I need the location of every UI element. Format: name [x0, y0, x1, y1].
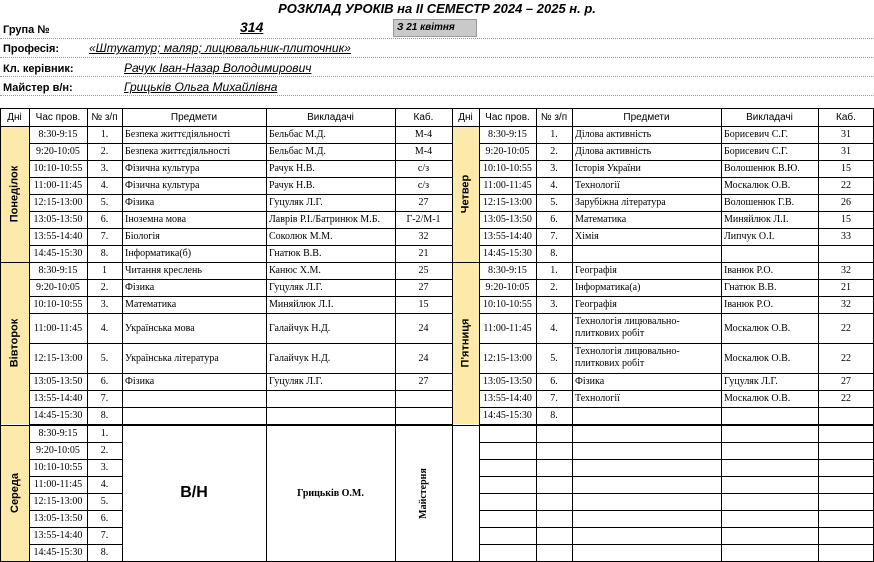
- room-cell: [818, 407, 874, 424]
- subject-cell: [572, 407, 721, 424]
- time-cell: 13:05-13:50: [33, 513, 83, 524]
- header-teachers: Викладачі: [746, 111, 793, 123]
- number-cell: 7.: [550, 231, 558, 242]
- room-cell: 24: [418, 352, 429, 364]
- time-cell: 9:20-10:05: [485, 146, 530, 157]
- teacher-cell: Канюс Х.М.: [269, 265, 321, 276]
- number-cell: 5.: [100, 197, 109, 208]
- workshop-subject: В/Н: [180, 484, 208, 501]
- room-cell: 22: [841, 322, 851, 334]
- time-cell: 10:10-10:55: [33, 462, 83, 473]
- number-cell: 5.: [550, 197, 558, 208]
- number-cell: 3.: [100, 462, 109, 473]
- room-cell: 25: [418, 265, 429, 276]
- time-cell: 11:00-11:45: [33, 180, 83, 191]
- time-cell: 12:15-13:00: [33, 197, 83, 208]
- room-cell: Г-2/М-1: [406, 214, 441, 225]
- header-days: Дні: [7, 111, 22, 123]
- number-cell: 6.: [550, 376, 558, 387]
- number-cell: 5.: [100, 496, 109, 507]
- room-cell: 32: [418, 231, 429, 242]
- time-cell: 9:20-10:05: [36, 445, 80, 456]
- teacher-cell: Гуцуляк Л.Г.: [269, 197, 323, 208]
- room-cell: 31: [841, 129, 851, 140]
- subject-cell: Математика: [125, 299, 177, 310]
- teacher-cell: Іванюк Р.О.: [724, 265, 774, 276]
- subject-cell: Математика: [575, 214, 627, 225]
- time-cell: 8:30-9:15: [488, 265, 527, 276]
- day-wednesday-text: Середа: [8, 473, 21, 513]
- number-cell: 3.: [550, 299, 558, 310]
- number-cell: 1.: [100, 129, 109, 140]
- room-cell: 15: [841, 214, 851, 225]
- teacher-cell: Бельбас М.Д.: [269, 146, 326, 157]
- header-time: Час пров.: [35, 111, 81, 123]
- subject-cell: Ділова активність: [575, 129, 652, 140]
- subject-cell: Українська мова: [125, 322, 195, 334]
- header-room: Каб.: [413, 111, 434, 123]
- number-cell: 2.: [100, 282, 109, 293]
- time-cell: 12:15-13:00: [483, 352, 532, 364]
- room-cell: [395, 407, 452, 424]
- subject-cell: [122, 390, 266, 407]
- time-cell: 13:05-13:50: [483, 376, 532, 387]
- teacher-cell: Миняйлюк Л.І.: [724, 214, 789, 225]
- room-cell: 21: [418, 248, 429, 259]
- number-cell: 1.: [550, 265, 558, 276]
- room-cell: 15: [418, 299, 429, 310]
- header-subjects: Предмети: [170, 111, 218, 123]
- room-cell: 31: [841, 146, 851, 157]
- teacher-cell: Галайчук Н.Д.: [269, 322, 331, 334]
- teacher-cell: Борисевич С.Г.: [724, 146, 789, 157]
- time-cell: 9:20-10:05: [485, 282, 530, 293]
- room-cell: [395, 390, 452, 407]
- subject-cell: Географія: [575, 299, 617, 310]
- header-teachers: Викладачі: [307, 111, 354, 123]
- number-cell: 2.: [550, 146, 558, 157]
- teacher-cell: Гнатюк В.В.: [269, 248, 322, 259]
- time-cell: 14:45-15:30: [483, 410, 532, 421]
- room-cell: 27: [418, 376, 429, 387]
- subject-cell: [572, 245, 721, 262]
- time-cell: 14:45-15:30: [33, 410, 83, 421]
- day-tuesday: [0, 262, 29, 424]
- teacher-cell: Гуцуляк Л.Г.: [269, 282, 323, 293]
- time-cell: 9:20-10:05: [36, 282, 80, 293]
- room-cell: 27: [841, 376, 851, 387]
- teacher-cell: [266, 407, 395, 424]
- subject-cell: Біологія: [125, 231, 160, 242]
- time-cell: 11:00-11:45: [33, 479, 83, 490]
- time-cell: 13:05-13:50: [33, 376, 83, 387]
- number-cell: 7.: [100, 231, 109, 242]
- teacher-cell: Бельбас М.Д.: [269, 129, 326, 140]
- subject-cell: Фізика: [125, 376, 155, 387]
- curator-label: Кл. керівник:: [3, 63, 74, 75]
- teacher-cell: Гуцуляк Л.Г.: [724, 376, 778, 387]
- room-cell: 22: [841, 352, 851, 364]
- room-cell: 27: [418, 282, 429, 293]
- time-cell: 11:00-11:45: [33, 322, 83, 334]
- master-value: Грицьків Ольга Михайлівна: [124, 80, 278, 94]
- day-monday-text: Понеділок: [8, 165, 21, 223]
- subject-cell: Українська література: [125, 352, 219, 364]
- teacher-cell: Рачук Н.В.: [269, 180, 315, 191]
- time-cell: 13:55-14:40: [33, 231, 83, 242]
- subject-cell: Фізична культура: [125, 163, 200, 174]
- group-label: Група №: [3, 24, 50, 36]
- page-title: РОЗКЛАД УРОКІВ на ІІ СЕМЕСТР 2024 – 2025 н. р.: [278, 1, 596, 16]
- number-cell: 8.: [100, 547, 109, 558]
- time-cell: 11:00-11:45: [483, 322, 532, 334]
- subject-cell: Технології: [575, 180, 620, 191]
- workshop-room-text: Майстерня: [417, 467, 429, 519]
- room-cell: 24: [418, 322, 429, 334]
- subject-cell: Фізична культура: [125, 180, 200, 191]
- room-cell: 22: [841, 393, 851, 404]
- time-cell: 14:45-15:30: [483, 248, 532, 259]
- teacher-cell: Рачук Н.В.: [269, 163, 315, 174]
- teacher-cell: Москалюк О.В.: [724, 393, 791, 404]
- master-label: Майстер в/н:: [3, 82, 73, 94]
- teacher-cell: [721, 245, 818, 262]
- subject-cell: Хімія: [575, 231, 599, 242]
- subject-cell: Читання креслень: [125, 265, 202, 276]
- profession-value: «Штукатур; маляр; лицювальник-плиточник»: [89, 41, 351, 55]
- time-cell: 10:10-10:55: [33, 299, 83, 310]
- time-cell: 13:55-14:40: [33, 530, 83, 541]
- header-number: № з/п: [540, 111, 568, 123]
- teacher-cell: [266, 390, 395, 407]
- teacher-cell: Миняйлюк Л.І.: [269, 299, 334, 310]
- time-cell: 13:55-14:40: [33, 393, 83, 404]
- subject-cell: [122, 407, 266, 424]
- subject-cell: Історія України: [575, 163, 641, 174]
- day-wednesday: [0, 425, 29, 561]
- header-number: № з/п: [91, 111, 118, 123]
- number-cell: 6.: [100, 214, 109, 225]
- number-cell: 4.: [100, 479, 109, 490]
- time-cell: 10:10-10:55: [483, 299, 532, 310]
- time-cell: 8:30-9:15: [38, 428, 78, 439]
- teacher-cell: [721, 407, 818, 424]
- curator-value: Рачук Іван-Назар Володимирович: [124, 61, 312, 75]
- number-cell: 6.: [550, 214, 558, 225]
- workshop-room: [395, 425, 452, 561]
- number-cell: 6.: [100, 513, 109, 524]
- number-cell: 4.: [550, 180, 558, 191]
- time-cell: 14:45-15:30: [33, 248, 83, 259]
- number-cell: 4.: [100, 322, 109, 334]
- time-cell: 10:10-10:55: [33, 163, 83, 174]
- teacher-cell: Волошенюк Г.В.: [724, 197, 795, 208]
- number-cell: 2.: [550, 282, 558, 293]
- time-cell: 12:15-13:00: [483, 197, 532, 208]
- workshop-teacher: Грицьків О.М.: [297, 487, 364, 499]
- subject-cell: Технологія лицювально-плиткових робіт: [575, 346, 680, 369]
- room-cell: М-4: [414, 146, 433, 157]
- subject-cell: Фізика: [125, 282, 155, 293]
- time-cell: 12:15-13:00: [33, 352, 83, 364]
- teacher-cell: Москалюк О.В.: [724, 352, 791, 364]
- room-cell: 33: [841, 231, 851, 242]
- room-cell: [818, 245, 874, 262]
- subject-cell: Технологія лицювально-плиткових робіт: [575, 316, 680, 339]
- subject-cell: Географія: [575, 265, 617, 276]
- day-thursday-text: Четвер: [459, 174, 472, 214]
- time-cell: 13:55-14:40: [483, 231, 532, 242]
- subject-cell: Фізика: [575, 376, 605, 387]
- time-cell: 13:05-13:50: [33, 214, 83, 225]
- teacher-cell: Галайчук Н.Д.: [269, 352, 331, 364]
- time-cell: 9:20-10:05: [36, 146, 80, 157]
- number-cell: 8.: [100, 248, 109, 259]
- number-cell: 1.: [100, 428, 109, 439]
- subject-cell: Інформатика(а): [575, 282, 641, 293]
- subject-cell: Зарубіжна література: [575, 197, 666, 208]
- teacher-cell: Гнатюк В.В.: [724, 282, 777, 293]
- number-cell: 3.: [100, 163, 109, 174]
- teacher-cell: Гуцуляк Л.Г.: [269, 376, 323, 387]
- room-cell: 26: [841, 197, 851, 208]
- time-cell: 14:45-15:30: [33, 547, 83, 558]
- time-cell: 8:30-9:15: [488, 129, 527, 140]
- room-cell: 32: [841, 265, 851, 276]
- number-cell: 8.: [550, 410, 558, 421]
- number-cell: 2.: [100, 146, 109, 157]
- subject-cell: Технології: [575, 393, 620, 404]
- header-subjects: Предмети: [623, 111, 670, 123]
- subject-cell: Ділова активність: [575, 146, 652, 157]
- time-cell: 11:00-11:45: [483, 180, 532, 191]
- number-cell: 1: [102, 265, 107, 276]
- header-time: Час пров.: [485, 111, 530, 123]
- time-cell: 8:30-9:15: [38, 265, 78, 276]
- profession-label: Професія:: [3, 43, 60, 55]
- subject-cell: Безпека життєдіяльності: [125, 129, 231, 140]
- subject-cell: Іноземна мова: [125, 214, 187, 225]
- header-room: Каб.: [836, 111, 856, 123]
- number-cell: 6.: [100, 376, 109, 387]
- time-cell: 13:05-13:50: [483, 214, 532, 225]
- room-cell: 21: [841, 282, 851, 293]
- teacher-cell: Соколюк М.М.: [269, 231, 333, 242]
- room-cell: М-4: [414, 129, 433, 140]
- number-cell: 4.: [550, 322, 558, 334]
- room-cell: с/з: [417, 180, 430, 191]
- number-cell: 3.: [550, 163, 558, 174]
- day-thursday: [452, 126, 479, 262]
- day-friday: [452, 262, 479, 424]
- number-cell: 1.: [550, 129, 558, 140]
- room-cell: 32: [841, 299, 851, 310]
- teacher-cell: Москалюк О.В.: [724, 322, 791, 334]
- subject-cell: Інформатика(б): [125, 248, 192, 259]
- number-cell: 5.: [550, 352, 558, 364]
- room-cell: 15: [841, 163, 851, 174]
- number-cell: 4.: [100, 180, 109, 191]
- teacher-cell: Лаврів Р.І./Батринюк М.Б.: [269, 214, 380, 225]
- day-tuesday-text: Вівторок: [8, 318, 21, 368]
- teacher-cell: Борисевич С.Г.: [724, 129, 789, 140]
- number-cell: 8.: [550, 248, 558, 259]
- teacher-cell: Москалюк О.В.: [724, 180, 791, 191]
- number-cell: 2.: [100, 445, 109, 456]
- subject-cell: Безпека життєдіяльності: [125, 146, 231, 157]
- number-cell: 7.: [100, 530, 109, 541]
- time-cell: 12:15-13:00: [33, 496, 83, 507]
- number-cell: 7.: [550, 393, 558, 404]
- number-cell: 3.: [100, 299, 109, 310]
- number-cell: 7.: [100, 393, 109, 404]
- date-badge: З 21 квітня: [393, 19, 477, 37]
- room-cell: с/з: [417, 163, 430, 174]
- teacher-cell: Іванюк Р.О.: [724, 299, 774, 310]
- teacher-cell: Волошенюк В.Ю.: [724, 163, 800, 174]
- room-cell: 27: [418, 197, 429, 208]
- day-friday-text: П'ятниця: [459, 318, 472, 368]
- subject-cell: Фізика: [125, 197, 155, 208]
- number-cell: 5.: [100, 352, 109, 364]
- teacher-cell: Липчук О.І.: [724, 231, 775, 242]
- number-cell: 8.: [100, 410, 109, 421]
- time-cell: 13:55-14:40: [483, 393, 532, 404]
- header-days: Дні: [458, 111, 473, 123]
- group-number: 314: [240, 19, 264, 35]
- time-cell: 10:10-10:55: [483, 163, 532, 174]
- room-cell: 22: [841, 180, 851, 191]
- day-monday: [0, 126, 29, 262]
- time-cell: 8:30-9:15: [38, 129, 78, 140]
